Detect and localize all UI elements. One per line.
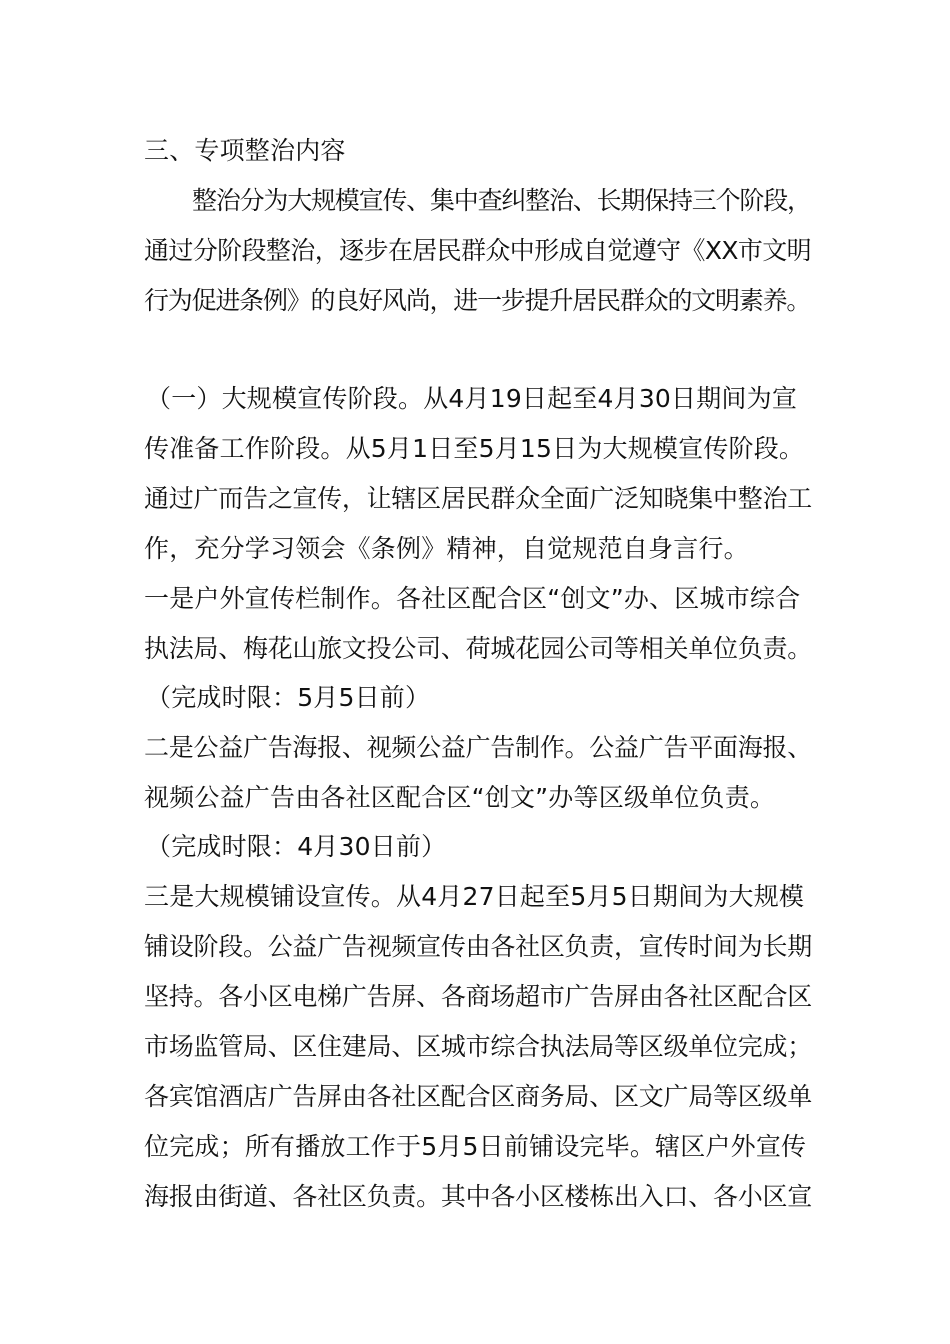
paragraph-line: 传准备工作阶段。从5月1日至5月15日为大规模宣传阶段。 bbox=[144, 434, 805, 463]
paragraph-line: 执法局、梅花山旅文投公司、荷城花园公司等相关单位负责。 bbox=[144, 634, 812, 663]
paragraph-line: 作，充分学习领会《条例》精神，自觉规范自身言行。 bbox=[144, 534, 749, 563]
paragraph-line: 各宾馆酒店广告屏由各社区配合区商务局、区文广局等区级单 bbox=[144, 1082, 812, 1111]
paragraph-line: 铺设阶段。公益广告视频宣传由各社区负责，宣传时间为长期 bbox=[144, 932, 812, 961]
paragraph-line: （完成时限：5月5日前） bbox=[146, 683, 431, 712]
paragraph-line: 位完成；所有播放工作于5月5日前铺设完毕。辖区户外宣传 bbox=[144, 1132, 807, 1161]
paragraph-line: 海报由街道、各社区负责。其中各小区楼栋出入口、各小区宣 bbox=[144, 1182, 812, 1211]
paragraph-line: 整治分为大规模宣传、集中查纠整治、长期保持三个阶段， bbox=[192, 186, 811, 215]
paragraph-line: 坚持。各小区电梯广告屏、各商场超市广告屏由各社区配合区 bbox=[144, 982, 812, 1011]
paragraph-line: 市场监管局、区住建局、区城市综合执法局等区级单位完成； bbox=[144, 1032, 812, 1061]
paragraph-line: 一是户外宣传栏制作。各社区配合区“创文”办、区城市综合 bbox=[144, 584, 801, 613]
paragraph-line: （一）大规模宣传阶段。从4月19日起至4月30日期间为宣 bbox=[146, 384, 798, 413]
paragraph-line: （完成时限：4月30日前） bbox=[146, 832, 447, 861]
paragraph-line: 视频公益广告由各社区配合区“创文”办等区级单位负责。 bbox=[144, 783, 776, 812]
paragraph-line: 通过分阶段整治，逐步在居民群众中形成自觉遵守《XX市文明 bbox=[144, 236, 812, 265]
paragraph-line: 二是公益广告海报、视频公益广告制作。公益广告平面海报、 bbox=[144, 733, 812, 762]
paragraph-line: 三是大规模铺设宣传。从4月27日起至5月5日期间为大规模 bbox=[144, 882, 805, 911]
section-heading: 三、专项整治内容 bbox=[144, 136, 346, 165]
paragraph-line: 行为促进条例》的良好风尚，进一步提升居民群众的文明素养。 bbox=[144, 286, 811, 315]
paragraph-line: 通过广而告之宣传，让辖区居民群众全面广泛知晓集中整治工 bbox=[144, 484, 812, 513]
